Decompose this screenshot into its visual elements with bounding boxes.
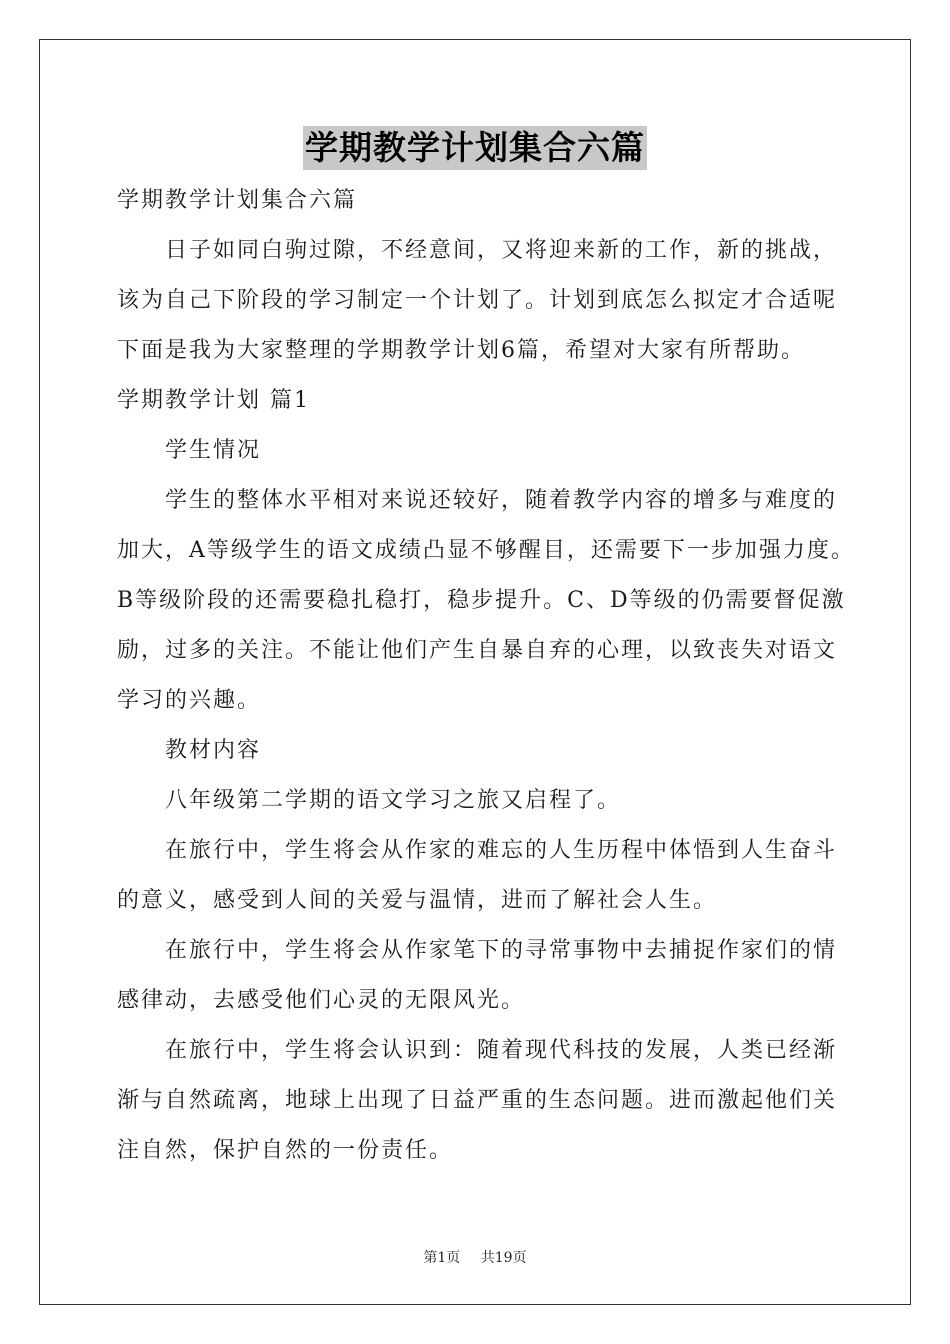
subsection-heading: 教材内容 bbox=[165, 738, 262, 763]
document-title-text: 学期教学计划集合六篇 bbox=[303, 126, 647, 170]
body-line: 感律动，去感受他们心灵的无限风光。 bbox=[117, 988, 526, 1013]
subsection-heading: 学生情况 bbox=[165, 438, 262, 463]
body-line: 在旅行中，学生将会认识到：随着现代科技的发展，人类已经渐 bbox=[165, 1038, 838, 1063]
body-line: 下面是我为大家整理的学期教学计划6篇，希望对大家有所帮助。 bbox=[117, 338, 805, 363]
body-line: 励，过多的关注。不能让他们产生自暴自弃的心理，以致丧失对语文 bbox=[117, 638, 838, 663]
body-line: 该为自己下阶段的学习制定一个计划了。计划到底怎么拟定才合适呢 bbox=[117, 288, 838, 313]
page-number: 第1页 bbox=[423, 1250, 461, 1266]
body-line: 在旅行中，学生将会从作家笔下的寻常事物中去捕捉作家们的情 bbox=[165, 938, 838, 963]
body-line: 加大，A等级学生的语文成绩凸显不够醒目，还需要下一步加强力度。 bbox=[117, 538, 855, 563]
body-line: 八年级第二学期的语文学习之旅又启程了。 bbox=[165, 788, 622, 813]
body-line: 的意义，感受到人间的关爱与温情，进而了解社会人生。 bbox=[117, 888, 718, 913]
body-line: 注自然，保护自然的一份责任。 bbox=[117, 1138, 454, 1163]
body-line: 渐与自然疏离，地球上出现了日益严重的生态问题。进而激起他们关 bbox=[117, 1088, 838, 1113]
page-total: 共19页 bbox=[480, 1250, 527, 1266]
body-line: 在旅行中，学生将会从作家的难忘的人生历程中体悟到人生奋斗 bbox=[165, 838, 838, 863]
body-line: 学期教学计划集合六篇 bbox=[117, 188, 358, 213]
body-line: 学生的整体水平相对来说还较好，随着教学内容的增多与难度的 bbox=[165, 488, 838, 513]
section-heading: 学期教学计划 篇1 bbox=[117, 388, 310, 413]
page-footer bbox=[0, 1247, 950, 1267]
body-line: 学习的兴趣。 bbox=[117, 688, 262, 713]
document-title bbox=[0, 126, 950, 170]
body-line: B等级阶段的还需要稳扎稳打，稳步提升。C、D等级的仍需要督促激 bbox=[117, 588, 846, 613]
document-body bbox=[117, 176, 855, 1176]
body-line: 日子如同白驹过隙，不经意间，又将迎来新的工作，新的挑战， bbox=[165, 238, 838, 263]
